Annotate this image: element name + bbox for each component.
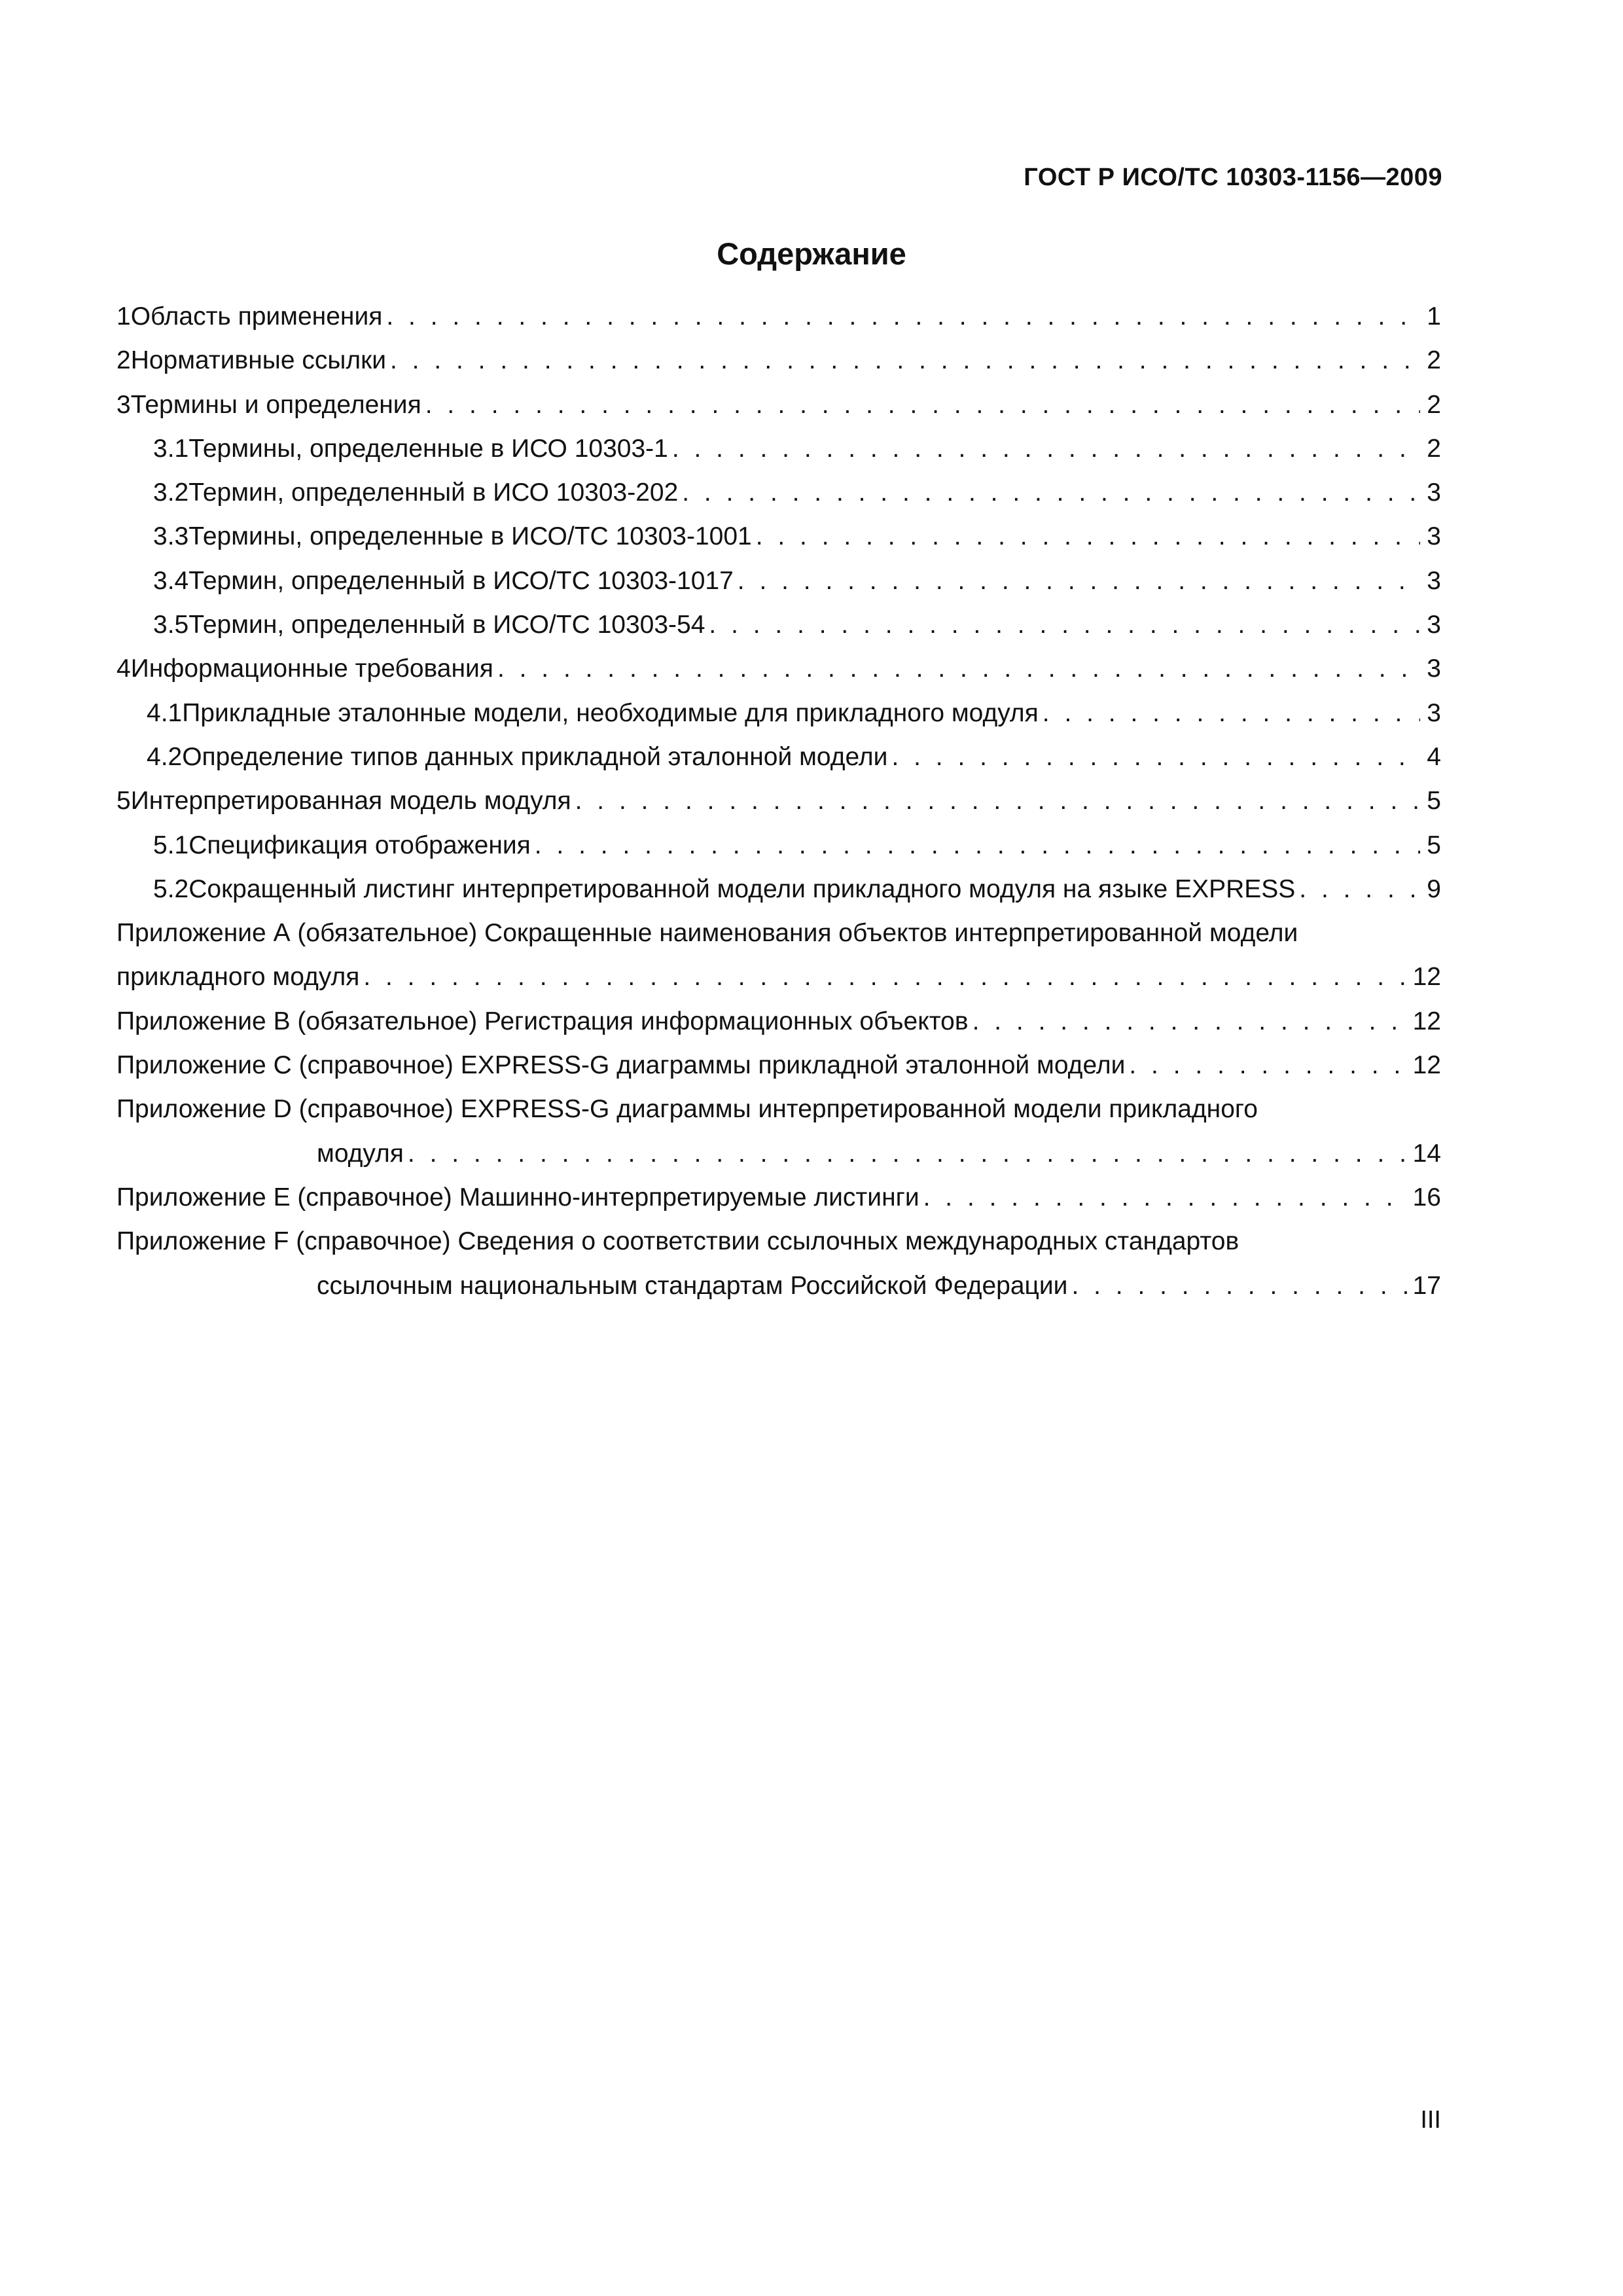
dot-leader [738, 559, 1420, 603]
toc-entry-text: Термин, определенный в ИСО/ТС 10303-1017 [188, 566, 734, 595]
toc-page-number: 3 [1427, 655, 1441, 683]
toc-entry-number: 3.3 [153, 522, 189, 551]
dot-leader [386, 295, 1420, 338]
toc-entry-text: Приложение Е (справочное) Машинно-интерпретируемые листинги [116, 1183, 919, 1211]
toc-entry-number: 5.1 [153, 831, 189, 859]
dot-leader [363, 955, 1408, 999]
dot-leader [923, 1175, 1409, 1219]
toc-entry-number: 3.2 [153, 478, 189, 507]
toc-entry-number: 5.2 [153, 874, 189, 903]
toc-entry-text: Прикладные эталонные модели, необходимые для прикладного модуля [182, 698, 1039, 727]
toc-entry-3-5[interactable] [116, 603, 1441, 647]
toc-annex-e[interactable] [116, 1175, 1441, 1219]
toc-entry-number: 4 [116, 655, 131, 683]
toc-page-number: 12 [1412, 963, 1441, 992]
toc-entry-text: Приложение В (обязательное) Регистрация информационных объектов [116, 1007, 969, 1035]
toc-entry-3-3[interactable] [116, 514, 1441, 558]
dot-leader [1299, 867, 1420, 911]
toc-entry-number: 5 [116, 787, 131, 816]
toc-entry-4[interactable] [116, 647, 1441, 691]
toc-page-number: 16 [1412, 1183, 1441, 1211]
dot-leader [1043, 691, 1420, 735]
toc-entry-number: 4.2 [147, 742, 183, 771]
dot-leader [756, 514, 1420, 558]
table-of-contents [116, 295, 1441, 1308]
dot-leader [535, 823, 1420, 867]
toc-annex-f[interactable] [116, 1219, 1441, 1308]
toc-entry-text: Термин, определенный в ИСО/ТС 10303-54 [188, 611, 705, 639]
dot-leader [972, 999, 1409, 1043]
toc-entry-text-continued: ссылочным национальным стандартам Российской Федерации [317, 1271, 1068, 1300]
toc-page-number: 3 [1427, 611, 1441, 639]
toc-page-number: 9 [1427, 874, 1441, 903]
toc-entry-text-continued: прикладного модуля [116, 963, 360, 992]
toc-page-number: 3 [1427, 478, 1441, 507]
dot-leader [425, 383, 1420, 427]
toc-page-number: 12 [1412, 1007, 1441, 1035]
page-number: III [1420, 2106, 1441, 2134]
toc-annex-a[interactable] [116, 911, 1441, 999]
toc-annex-b[interactable] [116, 999, 1441, 1043]
toc-title: Содержание [717, 236, 906, 271]
toc-entry-text: Термин, определенный в ИСО 10303-202 [188, 478, 679, 507]
toc-annex-d[interactable] [116, 1087, 1441, 1175]
toc-page-number: 4 [1427, 742, 1441, 771]
toc-entry-text: Приложение А (обязательное) Сокращенные наименования объектов интерпретированной модели [116, 919, 1298, 948]
toc-page-number: 1 [1427, 302, 1441, 331]
toc-page-number: 2 [1427, 346, 1441, 375]
dot-leader [1129, 1043, 1408, 1087]
toc-entry-text: Сокращенный листинг интерпретированной модели прикладного модуля на языке EXPRESS [188, 874, 1296, 903]
toc-entry-text: Нормативные ссылки [130, 346, 386, 375]
toc-page-number: 5 [1427, 787, 1441, 816]
toc-entry-text: Информационные требования [130, 655, 493, 683]
toc-page-number: 2 [1427, 390, 1441, 419]
toc-entry-text: Термины, определенные в ИСО/ТС 10303-1001 [188, 522, 752, 551]
dot-leader [672, 427, 1420, 471]
toc-entry-5-1[interactable] [116, 823, 1441, 867]
dot-leader [1071, 1264, 1408, 1308]
toc-page-number: 3 [1427, 566, 1441, 595]
toc-entry-text: Интерпретированная модель модуля [130, 787, 571, 816]
toc-entry-4-2[interactable] [116, 735, 1441, 779]
dot-leader [497, 647, 1420, 691]
toc-entry-text: Определение типов данных прикладной эталонной модели [182, 742, 888, 771]
toc-entry-text: Область применения [130, 302, 383, 331]
toc-entry-1[interactable] [116, 295, 1441, 338]
toc-entry-number: 3 [116, 390, 131, 419]
toc-entry-number: 3.4 [153, 566, 189, 595]
toc-entry-3[interactable] [116, 383, 1441, 427]
toc-entry-text: Приложение F (справочное) Сведения о соответствии ссылочных международных стандартов [116, 1227, 1240, 1256]
toc-entry-text: Приложение С (справочное) EXPRESS-G диаграммы прикладной эталонной модели [116, 1051, 1126, 1080]
toc-entry-number: 2 [116, 346, 131, 375]
dot-leader [891, 735, 1420, 779]
toc-entry-text: Спецификация отображения [188, 831, 531, 859]
dot-leader [390, 338, 1420, 382]
dot-leader [682, 471, 1420, 514]
toc-entry-number: 3.1 [153, 434, 189, 463]
toc-entry-text: Термины и определения [130, 390, 421, 419]
toc-entry-3-1[interactable] [116, 427, 1441, 471]
toc-page-number: 12 [1412, 1051, 1441, 1080]
toc-entry-number: 4.1 [147, 698, 183, 727]
dot-leader [575, 779, 1420, 823]
toc-entry-3-2[interactable] [116, 471, 1441, 514]
toc-entry-number: 3.5 [153, 611, 189, 639]
toc-page-number: 3 [1427, 698, 1441, 727]
toc-entry-text: Приложение D (справочное) EXPRESS-G диаграммы интерпретированной модели прикладного [116, 1095, 1258, 1124]
toc-annex-c[interactable] [116, 1043, 1441, 1087]
dot-leader [709, 603, 1420, 647]
toc-page-number: 14 [1412, 1139, 1441, 1168]
toc-page-number: 2 [1427, 434, 1441, 463]
toc-entry-number: 1 [116, 302, 131, 331]
toc-entry-4-1[interactable] [116, 691, 1441, 735]
toc-entry-2[interactable] [116, 338, 1441, 382]
toc-entry-5-2[interactable] [116, 867, 1441, 911]
dot-leader [408, 1132, 1409, 1175]
document-id-header: ГОСТ Р ИСО/ТС 10303-1156—2009 [1024, 164, 1442, 191]
toc-entry-text-continued: модуля [317, 1139, 404, 1168]
toc-page-number: 5 [1427, 831, 1441, 859]
toc-entry-5[interactable] [116, 779, 1441, 823]
toc-entry-3-4[interactable] [116, 559, 1441, 603]
toc-page-number: 3 [1427, 522, 1441, 551]
toc-page-number: 17 [1412, 1271, 1441, 1300]
toc-entry-text: Термины, определенные в ИСО 10303-1 [188, 434, 668, 463]
